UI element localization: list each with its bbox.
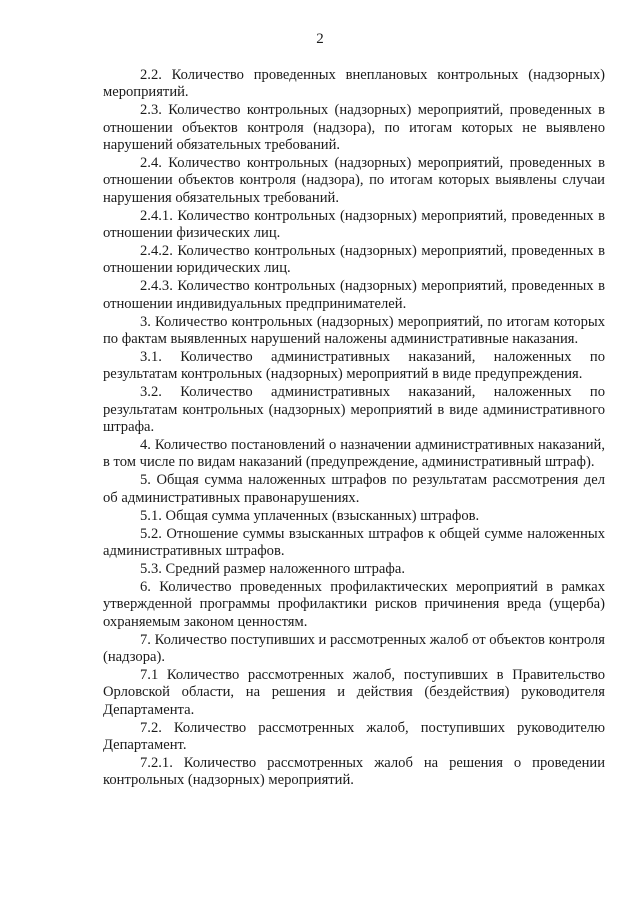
paragraph-5-3: 5.3. Средний размер наложенного штрафа.	[140, 560, 405, 577]
paragraph-6: 6. Количество проведенных профилактических мероприятий в рамках утвержденной программы профилактики рисков причинения вреда (ущерба) охраняемым законом ценностям.	[103, 578, 605, 630]
paragraph-2-3: 2.3. Количество контрольных (надзорных) мероприятий, проведенных в отношении объектов контроля (надзора), по итогам которых не выявлено нарушений обязательных требований.	[103, 102, 605, 154]
document-body	[103, 67, 605, 790]
paragraph-7-1: 7.1 Количество рассмотренных жалоб, поступивших в Правительство Орловской области, на решения и действия (бездействия) руководителя Департамента.	[103, 666, 605, 718]
paragraph-5: 5. Общая сумма наложенных штрафов по результатам рассмотрения дел об административных правонарушениях.	[103, 472, 605, 506]
paragraph-2-4-1: 2.4.1. Количество контрольных (надзорных) мероприятий, проведенных в отношении физических лиц.	[103, 207, 605, 242]
paragraph-2-4: 2.4. Количество контрольных (надзорных) мероприятий, проведенных в отношении объектов контроля (надзора), по итогам которых выявлены случаи нарушения обязательных требований.	[103, 155, 605, 206]
paragraph-7-2-1: 7.2.1. Количество рассмотренных жалоб на решения о проведении контрольных (надзорных) мероприятий.	[103, 754, 605, 789]
paragraph-3-1: 3.1. Количество административных наказаний, наложенных по результатам контрольных (надзорных) мероприятий в виде предупреждения.	[103, 349, 605, 383]
paragraph-5-1: 5.1. Общая сумма уплаченных (взысканных) штрафов.	[140, 507, 480, 524]
paragraph-2-4-3: 2.4.3. Количество контрольных (надзорных) мероприятий, проведенных в отношении индивидуальных предпринимателей.	[103, 278, 605, 312]
paragraph-4: 4. Количество постановлений о назначении административных наказаний, в том числе по видам наказаний (предупреждение, административный штраф).	[103, 437, 605, 471]
paragraph-3-2: 3.2. Количество административных наказаний, наложенных по результатам контрольных (надзорных) мероприятий в виде административного штрафа.	[103, 384, 605, 436]
paragraph-3: 3. Количество контрольных (надзорных) мероприятий, по итогам которых по фактам выявленных нарушений наложены административные наказания.	[103, 313, 605, 348]
paragraph-7: 7. Количество поступивших и рассмотренных жалоб от объектов контроля (надзора).	[103, 631, 605, 665]
paragraph-2-4-2: 2.4.2. Количество контрольных (надзорных) мероприятий, проведенных в отношении юридических лиц.	[103, 243, 605, 277]
paragraph-5-2: 5.2. Отношение суммы взысканных штрафов к общей сумме наложенных административных штрафов.	[103, 525, 605, 559]
page-number: 2	[316, 31, 324, 47]
paragraph-7-2: 7.2. Количество рассмотренных жалоб, поступивших руководителю Департамент.	[103, 719, 605, 753]
paragraph-2-2: 2.2. Количество проведенных внеплановых контрольных (надзорных) мероприятий.	[103, 67, 605, 101]
